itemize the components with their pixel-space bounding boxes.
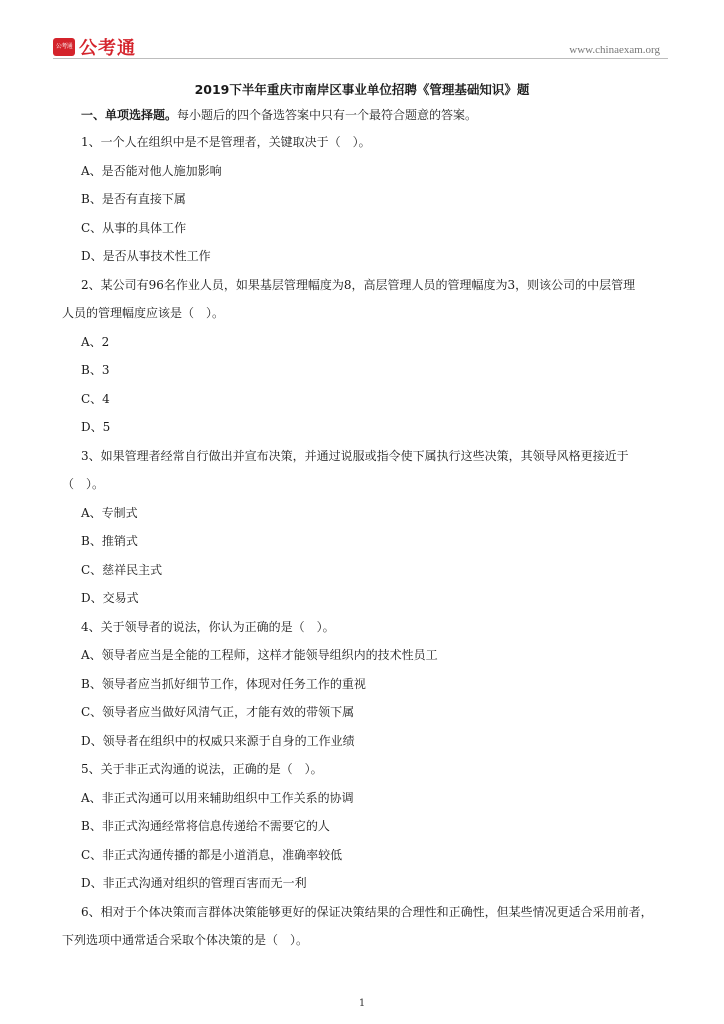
logo-icon: 公考通 <box>53 38 75 56</box>
question-text: 人员的管理幅度应该是（ ）。 <box>62 306 225 320</box>
page-number: 1 <box>358 998 366 1009</box>
question-text: 4、关于领导者的说法，你认为正确的是（ ）。 <box>81 619 335 634</box>
answer-option: C、慈祥民主式 <box>81 562 163 577</box>
header-divider <box>53 58 668 59</box>
document-title: 2019下半年重庆市南岸区事业单位招聘《管理基础知识》题 <box>194 82 530 97</box>
answer-option: C、领导者应当做好风清气正，才能有效的带领下属 <box>81 705 355 719</box>
answer-option: B、非正式沟通经常将信息传递给不需要它的人 <box>81 819 330 833</box>
question-text: 2、某公司有96名作业人员，如果基层管理幅度为8，高层管理人员的管理幅度为3，则该公司的中层管理 <box>81 277 636 292</box>
question-text: 3、如果管理者经常自行做出并宣布决策，并通过说服或指令使下属执行这些决策，其领导风格更接近于 <box>81 448 629 463</box>
brand-logo <box>53 34 136 60</box>
question-text: （ ）。 <box>62 477 105 491</box>
answer-option: A、专制式 <box>81 505 138 520</box>
document-body <box>62 108 670 962</box>
question-text: 1、一个人在组织中是不是管理者，关键取决于（ ）。 <box>81 135 371 149</box>
answer-option: B、是否有直接下属 <box>81 192 186 206</box>
section-heading-text: 每小题后的四个备选答案中只有一个最符合题意的答案。 <box>177 108 478 122</box>
answer-option: A、是否能对他人施加影响 <box>81 163 222 178</box>
answer-option: D、是否从事技术性工作 <box>81 249 211 263</box>
answer-option: B、3 <box>81 363 110 377</box>
question-text: 下列选项中通常适合采取个体决策的是（ ）。 <box>62 933 309 947</box>
answer-option: A、领导者应当是全能的工程师，这样才能领导组织内的技术性员工 <box>81 648 438 662</box>
logo-text: 公考通 <box>79 38 136 59</box>
answer-option: B、领导者应当抓好细节工作，体现对任务工作的重视 <box>81 676 366 691</box>
question-text: 5、关于非正式沟通的说法，正确的是（ ）。 <box>81 762 323 776</box>
question-list <box>62 135 670 962</box>
answer-option: B、推销式 <box>81 534 138 548</box>
answer-option: C、4 <box>81 391 110 406</box>
answer-option: A、非正式沟通可以用来辅助组织中工作关系的协调 <box>81 790 354 805</box>
question-text: 6、相对于个体决策而言群体决策能够更好的保证决策结果的合理性和正确性，但某些情况更适合采用前者， <box>81 904 653 919</box>
answer-option: D、交易式 <box>81 591 139 605</box>
answer-option: A、2 <box>81 334 110 349</box>
answer-option: C、非正式沟通传播的都是小道消息，准确率较低 <box>81 847 343 862</box>
answer-option: D、5 <box>81 420 111 434</box>
answer-option: D、非正式沟通对组织的管理百害而无一利 <box>81 876 307 890</box>
answer-option: C、从事的具体工作 <box>81 220 187 235</box>
page-header <box>0 0 724 60</box>
section-heading <box>81 108 670 122</box>
answer-option: D、领导者在组织中的权威只来源于自身的工作业绩 <box>81 733 355 748</box>
section-heading-bold: 一、单项选择题。 <box>81 108 178 122</box>
site-url: www.chinaexam.org <box>569 44 660 56</box>
